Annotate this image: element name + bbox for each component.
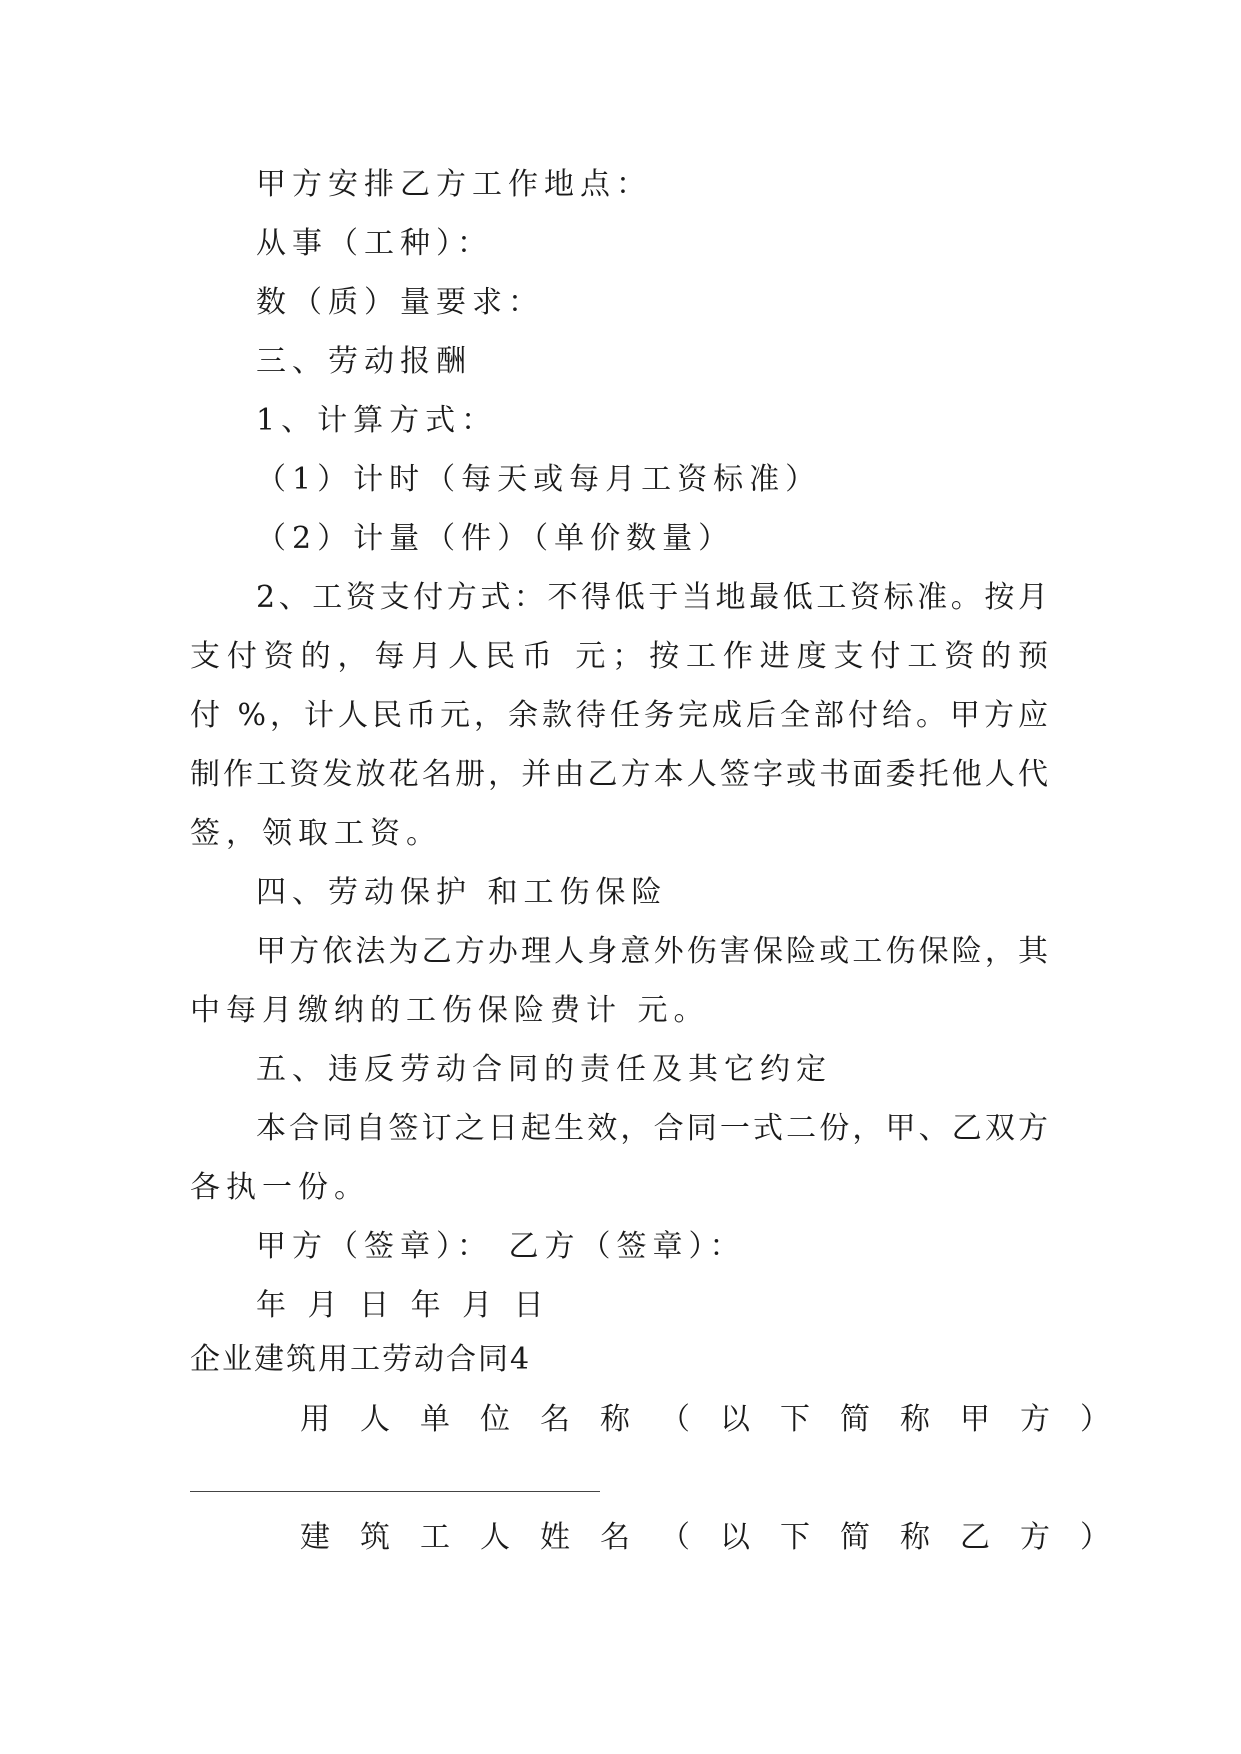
effective-clause-line-1: 本合同自签订之日起生效，合同一式二份，甲、乙双方 xyxy=(256,1111,1050,1146)
payment-method-line-3: 付 %，计人民币元，余款待任务完成后全部付给。甲方应 xyxy=(190,698,1050,733)
insurance-line-2: 中每月缴纳的工伤保险费计 元。 xyxy=(190,993,710,1028)
section-four-heading: 四、劳动保护 和工伤保险 xyxy=(256,875,668,910)
payment-method-line-5: 签，领取工资。 xyxy=(190,816,442,851)
payment-method-line-2: 支付资的，每月人民币 元；按工作进度支付工资的预 xyxy=(190,639,1050,674)
insurance-line-1: 甲方依法为乙方办理人身意外伤害保险或工伤保险，其 xyxy=(256,934,1050,969)
section-five-heading: 五、违反劳动合同的责任及其它约定 xyxy=(256,1052,832,1087)
job-type-line: 从事（工种）： xyxy=(256,226,493,261)
piece-rate-option-line: （2）计量（件）（单价数量） xyxy=(256,521,735,556)
work-location-line: 甲方安排乙方工作地点： xyxy=(256,167,652,202)
blank-underline xyxy=(190,1491,600,1492)
section-three-heading: 三、劳动报酬 xyxy=(256,344,472,379)
payment-method-line-1: 2、工资支付方式：不得低于当地最低工资标准。按月 xyxy=(256,580,1050,615)
worker-name-line: 建筑工人姓名（以下简称乙方） xyxy=(300,1520,1140,1555)
quantity-requirement-line: 数（质）量要求： xyxy=(256,285,544,320)
calculation-method-line: 1、计算方式： xyxy=(256,403,498,438)
hourly-option-line: （1）计时（每天或每月工资标准） xyxy=(256,462,822,497)
signature-line: 甲方（签章）： 乙方（签章）： xyxy=(256,1229,746,1264)
employer-name-line: 用人单位名称（以下简称甲方） xyxy=(300,1402,1140,1437)
effective-clause-line-2: 各执一份。 xyxy=(190,1170,370,1205)
contract-title: 企业建筑用工劳动合同4 xyxy=(190,1342,532,1377)
date-line: 年 月 日 年 月 日 xyxy=(256,1288,550,1323)
payment-method-line-4: 制作工资发放花名册，并由乙方本人签字或书面委托他人代 xyxy=(190,757,1050,792)
